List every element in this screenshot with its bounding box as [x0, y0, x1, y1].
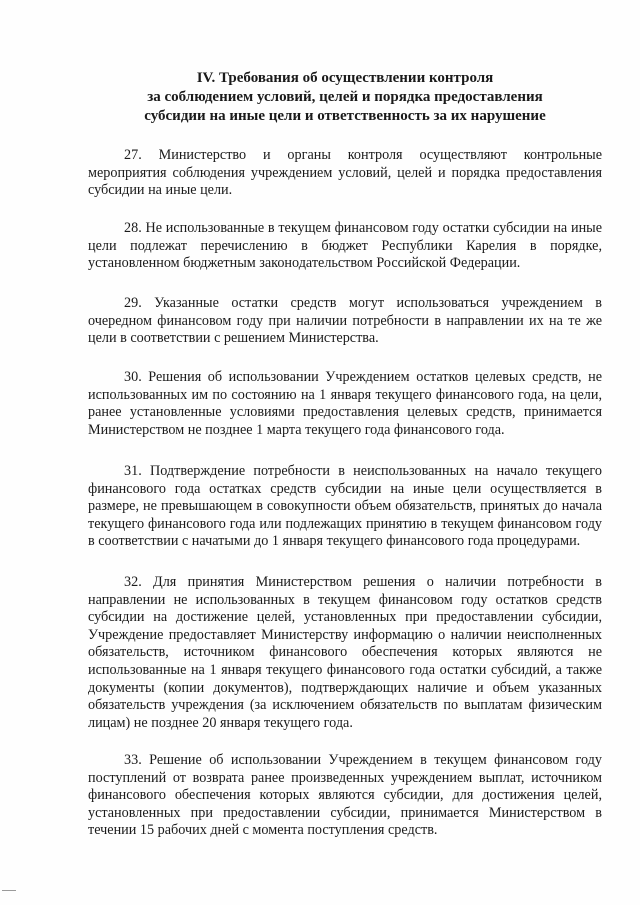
section-heading-line-1: IV. Требования об осуществлении контроля — [196, 70, 494, 86]
paragraph-29: 29. Указанные остатки средств могут использоваться учреждением в очередном финансовом году при наличии потребности в направлении их на те же цели в соответствии с решением Министерства. — [88, 295, 602, 347]
section-heading-line-3: субсидии на иные цели и ответственность за их нарушение — [144, 108, 546, 124]
paragraph-30: 30. Решения об использовании Учреждением остатков целевых средств, не использованных им по состоянию на 1 января текущего финансового года, на цели, ранее установленные условиями предоставления целевых средств, принимается Министерством не позднее 1 марта текущего года финансового года. — [88, 369, 602, 438]
paragraph-31: 31. Подтверждение потребности в неиспользованных на начало текущего финансового года остатках средств субсидии на иные цели осуществляется в размере, не превышающем в совокупности объем обязательств, принятых до начала текущего финансового года или подлежащих принятию в текущем финансовом году в соответствии с начатыми до 1 января текущего финансового года процедурами. — [88, 463, 602, 550]
paragraph-27: 27. Министерство и органы контроля осуществляют контрольные мероприятия соблюдения учреждением условий, целей и порядка предоставления субсидии на иные цели. — [88, 147, 602, 199]
scan-edge-mark — [2, 890, 16, 891]
paragraph-33: 33. Решение об использовании Учреждением в текущем финансовом году поступлений от возврата ранее произведенных учреждением выплат, источником финансового обеспечения которых являются субсидии, для достижения целей, установленных при предоставлении субсидии, принимается Министерством в течении 15 рабочих дней с момента поступления средств. — [88, 752, 602, 839]
paragraph-28: 28. Не использованные в текущем финансовом году остатки субсидии на иные цели подлежат перечислению в бюджет Республики Карелия в порядке, установленном бюджетным законодательством Российской Федерации. — [88, 220, 602, 272]
paragraph-32: 32. Для принятия Министерством решения о наличии потребности в направлении не использованных в текущем финансовом году остатков средств субсидии на достижение целей, установленных при предоставлении субсидии, Учреждение предоставляет Министерству информацию о наличии неисполненных обязательств, источником финансового обеспечения которых являются не использованные на 1 января текущего финансового года остатки субсидий, а также документы (копии документов), подтверждающих наличие и объем указанных обязательств учреждения (за исключением обязательств по выплатам физическим лицам) не позднее 20 января текущего года. — [88, 574, 602, 731]
section-heading-line-2: за соблюдением условий, целей и порядка предоставления — [147, 89, 543, 105]
section-heading — [110, 69, 580, 126]
